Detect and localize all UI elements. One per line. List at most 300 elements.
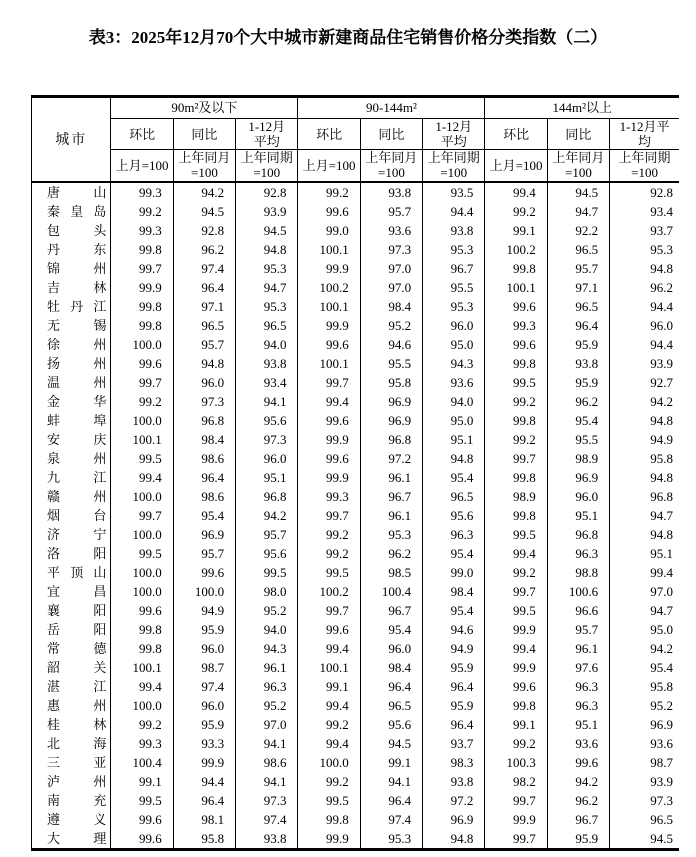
index-value: 99.5: [485, 601, 547, 620]
index-value: 95.9: [547, 829, 609, 850]
index-value: 99.5: [485, 525, 547, 544]
index-value: 93.4: [610, 202, 679, 221]
city-name: 常 德: [47, 640, 107, 656]
header-base-same-month: 上年同月=100: [173, 150, 235, 182]
index-value: 95.6: [423, 506, 485, 525]
index-value: 96.5: [173, 316, 235, 335]
index-value: 99.7: [111, 259, 173, 278]
index-value: 99.4: [298, 734, 360, 753]
index-value: 95.3: [360, 525, 422, 544]
table-row: [32, 658, 680, 677]
index-value: 97.3: [173, 392, 235, 411]
index-value: 93.6: [360, 221, 422, 240]
index-value: 96.0: [547, 487, 609, 506]
index-value: 99.9: [111, 278, 173, 297]
index-value: 99.5: [236, 563, 298, 582]
table-row: [32, 221, 680, 240]
index-value: 95.3: [610, 240, 679, 259]
index-value: 99.1: [485, 715, 547, 734]
index-value: 99.5: [298, 791, 360, 810]
index-value: 99.7: [111, 506, 173, 525]
city-name: 遵 义: [47, 811, 107, 827]
index-value: 96.7: [360, 487, 422, 506]
index-value: 97.0: [236, 715, 298, 734]
index-value: 100.0: [111, 696, 173, 715]
index-value: 96.1: [236, 658, 298, 677]
index-value: 97.0: [360, 259, 422, 278]
index-value: 94.6: [360, 335, 422, 354]
index-value: 95.6: [236, 411, 298, 430]
index-value: 96.9: [610, 715, 679, 734]
index-value: 98.4: [423, 582, 485, 601]
index-value: 99.6: [111, 810, 173, 829]
index-value: 96.7: [423, 259, 485, 278]
index-value: 93.8: [236, 354, 298, 373]
index-value: 95.4: [423, 468, 485, 487]
table-row: [32, 582, 680, 601]
header-base-same-month: 上年同月=100: [360, 150, 422, 182]
city-name: 包 头: [47, 222, 107, 238]
table-row: [32, 316, 680, 335]
city-name: 赣 州: [47, 488, 107, 504]
index-value: 97.2: [360, 449, 422, 468]
index-value: 95.1: [547, 715, 609, 734]
index-value: 100.1: [111, 430, 173, 449]
index-value: 94.0: [236, 335, 298, 354]
index-value: 94.2: [610, 392, 679, 411]
index-value: 96.4: [173, 468, 235, 487]
city-name: 宜 昌: [47, 583, 107, 599]
city-name: 扬 州: [47, 355, 107, 371]
table-row: [32, 202, 680, 221]
table-row: [32, 525, 680, 544]
table-row: [32, 373, 680, 392]
index-value: 99.2: [298, 182, 360, 202]
index-value: 98.4: [360, 297, 422, 316]
index-value: 94.8: [610, 525, 679, 544]
city-name: 秦 皇 岛: [47, 203, 107, 219]
header-base-same-period: 上年同期=100: [610, 150, 679, 182]
index-value: 94.2: [173, 182, 235, 202]
index-value: 95.0: [423, 411, 485, 430]
table-row: [32, 297, 680, 316]
index-value: 94.5: [236, 221, 298, 240]
table-row: [32, 354, 680, 373]
index-value: 94.8: [610, 468, 679, 487]
city-name: 韶 关: [47, 659, 107, 675]
index-value: 99.5: [485, 373, 547, 392]
city-name: 湛 江: [47, 678, 107, 694]
index-value: 96.6: [547, 601, 609, 620]
index-value: 96.0: [423, 316, 485, 335]
city-name: 济 宁: [47, 526, 107, 542]
index-value: 98.5: [360, 563, 422, 582]
index-value: 92.2: [547, 221, 609, 240]
table-row: [32, 772, 680, 791]
table-row: [32, 430, 680, 449]
city-name: 唐 山: [47, 184, 107, 200]
index-value: 95.1: [236, 468, 298, 487]
index-value: 93.6: [423, 373, 485, 392]
table-row: [32, 240, 680, 259]
index-value: 98.6: [173, 449, 235, 468]
index-value: 95.8: [610, 677, 679, 696]
index-value: 95.4: [173, 506, 235, 525]
city-name: 北 海: [47, 735, 107, 751]
index-value: 99.7: [485, 791, 547, 810]
index-value: 100.1: [298, 297, 360, 316]
index-value: 99.6: [111, 601, 173, 620]
index-value: 97.2: [423, 791, 485, 810]
index-value: 99.4: [298, 392, 360, 411]
index-value: 99.4: [298, 639, 360, 658]
index-value: 99.2: [111, 392, 173, 411]
index-value: 94.4: [610, 335, 679, 354]
city-name: 吉 林: [47, 279, 107, 295]
index-value: 97.3: [610, 791, 679, 810]
index-value: 95.4: [547, 411, 609, 430]
header-mom: 环比: [485, 119, 547, 150]
header-base-same-month: 上年同月=100: [547, 150, 609, 182]
index-value: 98.6: [236, 753, 298, 772]
index-value: 94.0: [236, 620, 298, 639]
index-value: 99.2: [485, 734, 547, 753]
index-value: 94.4: [610, 297, 679, 316]
index-value: 99.2: [298, 544, 360, 563]
index-value: 95.9: [423, 658, 485, 677]
index-value: 96.3: [547, 544, 609, 563]
index-value: 96.8: [173, 411, 235, 430]
index-value: 96.8: [610, 487, 679, 506]
index-value: 96.5: [236, 316, 298, 335]
index-value: 99.2: [485, 202, 547, 221]
index-value: 96.9: [547, 468, 609, 487]
index-value: 96.2: [547, 791, 609, 810]
index-value: 95.4: [423, 601, 485, 620]
city-name: 金 华: [47, 393, 107, 409]
index-value: 98.8: [547, 563, 609, 582]
index-value: 99.4: [485, 182, 547, 202]
index-value: 100.1: [298, 354, 360, 373]
table-row: [32, 715, 680, 734]
index-value: 93.8: [423, 221, 485, 240]
index-value: 98.7: [610, 753, 679, 772]
index-value: 96.4: [423, 677, 485, 696]
index-value: 99.8: [111, 639, 173, 658]
header-mom: 环比: [298, 119, 360, 150]
table-row: [32, 449, 680, 468]
table-row: [32, 829, 680, 850]
index-value: 96.5: [547, 297, 609, 316]
index-value: 99.2: [298, 525, 360, 544]
index-value: 93.7: [610, 221, 679, 240]
index-value: 95.7: [173, 335, 235, 354]
index-value: 97.0: [610, 582, 679, 601]
index-value: 94.3: [423, 354, 485, 373]
index-value: 94.8: [423, 449, 485, 468]
index-value: 93.6: [547, 734, 609, 753]
city-name: 牡 丹 江: [47, 298, 107, 314]
city-name: 岳 阳: [47, 621, 107, 637]
index-value: 99.7: [298, 601, 360, 620]
index-value: 99.2: [298, 772, 360, 791]
index-value: 99.5: [298, 563, 360, 582]
header-group-over-144: 144m²以上: [485, 97, 679, 119]
city-name: 无 锡: [47, 317, 107, 333]
index-value: 99.6: [298, 335, 360, 354]
price-index-table: [31, 95, 679, 851]
index-value: 95.9: [547, 373, 609, 392]
index-value: 100.1: [298, 240, 360, 259]
table-row: [32, 468, 680, 487]
index-value: 98.4: [173, 430, 235, 449]
index-value: 94.0: [423, 392, 485, 411]
index-value: 99.7: [298, 506, 360, 525]
page-title: 表3：2025年12月70个大中城市新建商品住宅销售价格分类指数（二）: [88, 28, 608, 47]
index-value: 99.1: [298, 677, 360, 696]
index-value: 100.2: [298, 278, 360, 297]
index-value: 99.9: [485, 810, 547, 829]
index-value: 96.3: [547, 696, 609, 715]
index-value: 96.2: [547, 392, 609, 411]
index-value: 98.0: [236, 582, 298, 601]
index-value: 96.2: [173, 240, 235, 259]
city-name: 锦 州: [47, 260, 107, 276]
index-value: 92.8: [173, 221, 235, 240]
table-header: [32, 97, 680, 182]
city-name: 桂 林: [47, 716, 107, 732]
index-value: 95.8: [360, 373, 422, 392]
city-name: 洛 阳: [47, 545, 107, 561]
table-body: [32, 182, 680, 850]
index-value: 99.2: [485, 392, 547, 411]
index-value: 93.8: [236, 829, 298, 850]
index-value: 94.6: [423, 620, 485, 639]
index-value: 96.5: [423, 487, 485, 506]
index-value: 97.3: [236, 430, 298, 449]
index-value: 99.1: [485, 221, 547, 240]
index-value: 96.0: [610, 316, 679, 335]
index-value: 100.0: [111, 487, 173, 506]
header-avg: 1-12月平均: [236, 119, 298, 150]
index-value: 100.0: [298, 753, 360, 772]
table-row: [32, 563, 680, 582]
index-value: 99.9: [485, 658, 547, 677]
table-row: [32, 182, 680, 202]
index-value: 96.4: [547, 316, 609, 335]
index-value: 99.3: [485, 316, 547, 335]
index-value: 96.7: [360, 601, 422, 620]
index-value: 97.1: [547, 278, 609, 297]
header-city: 城市: [32, 97, 111, 182]
index-value: 96.2: [610, 278, 679, 297]
index-value: 94.8: [423, 829, 485, 850]
index-value: 99.4: [111, 468, 173, 487]
index-value: 94.3: [236, 639, 298, 658]
index-value: 94.1: [360, 772, 422, 791]
index-value: 95.5: [423, 278, 485, 297]
index-value: 94.5: [547, 182, 609, 202]
index-value: 95.9: [547, 335, 609, 354]
index-value: 99.8: [111, 240, 173, 259]
city-name: 温 州: [47, 374, 107, 390]
index-value: 99.5: [111, 791, 173, 810]
index-value: 99.6: [298, 449, 360, 468]
table-row: [32, 639, 680, 658]
index-value: 97.4: [173, 259, 235, 278]
index-value: 93.8: [423, 772, 485, 791]
index-value: 95.3: [236, 259, 298, 278]
city-name: 泸 州: [47, 773, 107, 789]
index-value: 99.6: [298, 202, 360, 221]
city-name: 蚌 埠: [47, 412, 107, 428]
index-value: 95.7: [547, 620, 609, 639]
index-value: 94.7: [547, 202, 609, 221]
index-value: 96.3: [423, 525, 485, 544]
index-value: 95.0: [423, 335, 485, 354]
table-row: [32, 278, 680, 297]
index-value: 94.7: [610, 601, 679, 620]
table-row: [32, 392, 680, 411]
header-yoy: 同比: [360, 119, 422, 150]
index-value: 96.3: [236, 677, 298, 696]
index-value: 99.3: [298, 487, 360, 506]
index-value: 100.6: [547, 582, 609, 601]
index-value: 96.0: [173, 696, 235, 715]
index-value: 99.1: [111, 772, 173, 791]
index-value: 94.1: [236, 772, 298, 791]
table-row: [32, 696, 680, 715]
table-row: [32, 411, 680, 430]
index-value: 95.6: [360, 715, 422, 734]
index-value: 95.3: [236, 297, 298, 316]
index-value: 92.8: [610, 182, 679, 202]
index-value: 99.8: [111, 620, 173, 639]
index-value: 95.9: [173, 715, 235, 734]
index-value: 95.6: [236, 544, 298, 563]
index-value: 99.9: [298, 829, 360, 850]
index-value: 93.3: [173, 734, 235, 753]
index-value: 96.0: [236, 449, 298, 468]
index-value: 99.8: [485, 506, 547, 525]
index-value: 99.2: [485, 563, 547, 582]
table-row: [32, 810, 680, 829]
index-value: 100.0: [111, 563, 173, 582]
index-value: 98.4: [360, 658, 422, 677]
index-value: 100.2: [485, 240, 547, 259]
index-value: 97.4: [173, 677, 235, 696]
header-base-prev-month: 上月=100: [298, 150, 360, 182]
index-value: 96.4: [173, 278, 235, 297]
index-value: 95.7: [547, 259, 609, 278]
index-value: 94.9: [173, 601, 235, 620]
index-value: 99.5: [111, 449, 173, 468]
header-group-90-144: 90-144m²: [298, 97, 485, 119]
index-value: 98.9: [547, 449, 609, 468]
index-value: 99.7: [298, 373, 360, 392]
table-row: [32, 753, 680, 772]
city-name: 烟 台: [47, 507, 107, 523]
index-value: 97.4: [236, 810, 298, 829]
index-value: 99.9: [298, 316, 360, 335]
index-value: 99.6: [298, 411, 360, 430]
index-value: 96.8: [360, 430, 422, 449]
index-value: 96.2: [360, 544, 422, 563]
index-value: 96.4: [360, 677, 422, 696]
index-value: 94.1: [236, 734, 298, 753]
index-value: 98.1: [173, 810, 235, 829]
index-value: 99.9: [173, 753, 235, 772]
index-value: 95.7: [360, 202, 422, 221]
index-value: 94.4: [173, 772, 235, 791]
index-value: 99.8: [298, 810, 360, 829]
index-value: 99.8: [485, 259, 547, 278]
table-container: [31, 95, 679, 851]
header-avg: 1-12月平均: [423, 119, 485, 150]
index-value: 96.1: [547, 639, 609, 658]
index-value: 96.4: [360, 791, 422, 810]
index-value: 95.8: [173, 829, 235, 850]
index-value: 95.3: [423, 297, 485, 316]
header-mom: 环比: [111, 119, 173, 150]
table-row: [32, 487, 680, 506]
index-value: 97.6: [547, 658, 609, 677]
index-value: 95.9: [173, 620, 235, 639]
city-name: 南 充: [47, 792, 107, 808]
index-value: 93.9: [610, 354, 679, 373]
index-value: 95.4: [423, 544, 485, 563]
index-value: 96.4: [423, 715, 485, 734]
index-value: 94.8: [236, 240, 298, 259]
index-value: 94.8: [610, 411, 679, 430]
index-value: 93.8: [360, 182, 422, 202]
index-value: 96.5: [360, 696, 422, 715]
index-value: 99.4: [485, 639, 547, 658]
index-value: 99.6: [485, 335, 547, 354]
index-value: 93.9: [236, 202, 298, 221]
index-value: 96.9: [360, 411, 422, 430]
index-value: 95.9: [423, 696, 485, 715]
index-value: 100.1: [485, 278, 547, 297]
index-value: 94.2: [610, 639, 679, 658]
index-value: 94.9: [423, 639, 485, 658]
index-value: 98.6: [173, 487, 235, 506]
index-value: 93.8: [547, 354, 609, 373]
index-value: 95.3: [360, 829, 422, 850]
index-value: 99.3: [111, 734, 173, 753]
index-value: 99.3: [111, 182, 173, 202]
index-value: 94.8: [610, 259, 679, 278]
table-row: [32, 601, 680, 620]
header-yoy: 同比: [547, 119, 609, 150]
index-value: 94.4: [423, 202, 485, 221]
city-name: 惠 州: [47, 697, 107, 713]
index-value: 99.9: [298, 468, 360, 487]
index-value: 95.2: [236, 601, 298, 620]
index-value: 96.8: [547, 525, 609, 544]
index-value: 95.1: [423, 430, 485, 449]
index-value: 96.8: [236, 487, 298, 506]
index-value: 99.6: [298, 620, 360, 639]
city-name: 安 庆: [47, 431, 107, 447]
index-value: 95.5: [360, 354, 422, 373]
index-value: 100.4: [111, 753, 173, 772]
index-value: 97.3: [360, 240, 422, 259]
index-value: 92.7: [610, 373, 679, 392]
index-value: 94.8: [173, 354, 235, 373]
index-value: 95.2: [360, 316, 422, 335]
index-value: 99.8: [111, 297, 173, 316]
